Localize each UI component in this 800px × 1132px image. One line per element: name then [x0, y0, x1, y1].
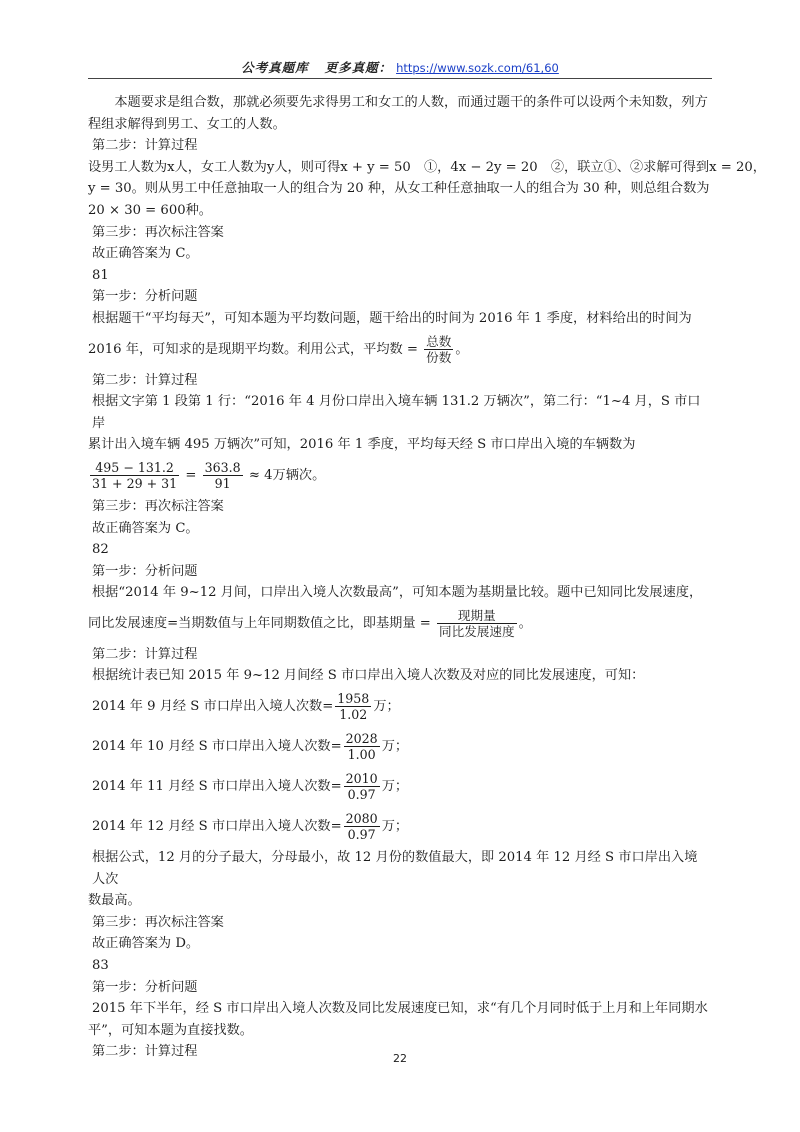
formula-fraction: $\frac{\text{总数}}{\text{份数}}$: [426, 333, 452, 365]
q82-row: 2014 年 11 月经 S 市口岸出入境人次数= $\frac{2010}{0.97}$ 万；: [92, 771, 409, 803]
header-site: 公考真题库: [241, 60, 309, 75]
formula-fraction: $\frac{\text{现期量}}{\text{同比发展速度}}$: [439, 607, 515, 639]
q82-analysis1: 根据“2014 年 9~12 月间，口岸出入境人次数最高”，可知本题为基期量比较。题中已知同比发展速度，: [92, 585, 703, 601]
q83-analysis1: 2015 年下半年，经 S 市口岸出入境人次数及同比发展速度已知，求“有几个月同时低于上月和上年同期水: [92, 1001, 708, 1017]
q80-calc1: 设男工人数为x人，女工人数为y人，则可得x + y = 50 ①，4x − 2y = 20 ②，联立①、②求解可得到x = 20，: [88, 159, 766, 175]
q82-step3: 第三步：再次标注答案: [92, 914, 224, 930]
q82-row: 2014 年 10 月经 S 市口岸出入境人次数= $\frac{2028}{1.00}$ 万；: [92, 731, 409, 763]
q83-analysis2: 平”，可知本题为直接找数。: [88, 1022, 253, 1038]
page-content: [88, 92, 766, 1063]
q81-number: 81: [92, 267, 109, 283]
fraction-2: $\frac{363.8}{91}$: [204, 459, 241, 491]
q82-conclusion2: 数最高。: [88, 893, 141, 909]
q82-answer: 故正确答案为 D。: [92, 936, 200, 952]
fraction-1: $\frac{495 - 131.2}{31 + 29 + 31}$: [92, 459, 178, 491]
q82-conclusion1: 根据公式，12 月的分子最大，分母最小，故 12 月份的数值最大，即 2014 年 12 月经 S 市口岸出入境人次: [92, 850, 698, 887]
header-rule: [88, 78, 712, 79]
q81-step2: 第二步：计算过程: [92, 372, 198, 388]
q83-number: 83: [92, 958, 109, 974]
q80-calc2: y = 30。则从男工中任意抽取一人的组合为 20 种，从女工种任意抽取一人的组合为 30 种，则总组合数为: [88, 181, 710, 197]
q81-answer: 故正确答案为 C。: [92, 520, 199, 536]
q80-analysis: 本题要求是组合数，那就必须要先求得男工和女工的人数，而通过题干的条件可以设两个未知数，列方程组求解得到男工、女工的人数。: [88, 95, 708, 132]
q82-analysis2: 同比发展速度=当期数值与上年同期数值之比，即基期量 = $\frac{\text{现期量}}{\text{同比发展速度}}$ 。: [88, 607, 532, 639]
page-number: 22: [393, 1052, 407, 1065]
q83-step2: 第二步：计算过程: [92, 1044, 198, 1060]
q82-row: 2014 年 9 月经 S 市口岸出入境人次数= $\frac{1958}{1.02}$ 万；: [92, 691, 400, 723]
q81-calc2: 累计出入境车辆 495 万辆次”可知，2016 年 1 季度，平均每天经 S 市口岸出入境的车辆数为: [88, 437, 636, 453]
q81-calc-result: $\frac{495 - 131.2}{31 + 29 + 31}$ = $\frac{363.8}{91}$ ≈ 4万辆次。: [92, 459, 326, 491]
q81-analysis1: 根据题干“平均每天”，可知本题为平均数问题，题干给出的时间为 2016 年 1 季度，材料给出的时间为: [92, 310, 692, 326]
q81-step3: 第三步：再次标注答案: [92, 498, 224, 514]
q83-step1: 第一步：分析问题: [92, 979, 198, 995]
q81-step1: 第一步：分析问题: [92, 289, 198, 305]
q80-step2: 第二步：计算过程: [92, 138, 198, 154]
q82-step2: 第二步：计算过程: [92, 646, 198, 662]
header-url-link[interactable]: https://www.sozk.com/61,60: [396, 61, 559, 75]
q80-step3: 第三步：再次标注答案: [92, 224, 224, 240]
page-header: [0, 58, 800, 76]
q82-step1: 第一步：分析问题: [92, 563, 198, 579]
q82-number: 82: [92, 542, 109, 558]
q80-answer: 故正确答案为 C。: [92, 246, 199, 262]
q82-row: 2014 年 12 月经 S 市口岸出入境人次数= $\frac{2080}{0.97}$ 万；: [92, 811, 409, 843]
q81-analysis2: 2016 年，可知求的是现期平均数。利用公式，平均数 = $\frac{\text{总数}}{\text{份数}}$ 。: [88, 333, 469, 365]
header-more-label: 更多真题：: [324, 60, 393, 75]
q82-calc-intro: 根据统计表已知 2015 年 9~12 月间经 S 市口岸出入境人次数及对应的同比发展速度，可知：: [92, 668, 645, 684]
q81-calc1: 根据文字第 1 段第 1 行：“2016 年 4 月份口岸出入境车辆 131.2 万辆次”，第二行：“1~4 月，S 市口岸: [92, 394, 701, 431]
q80-calc3: 20 × 30 = 600种。: [88, 202, 212, 218]
